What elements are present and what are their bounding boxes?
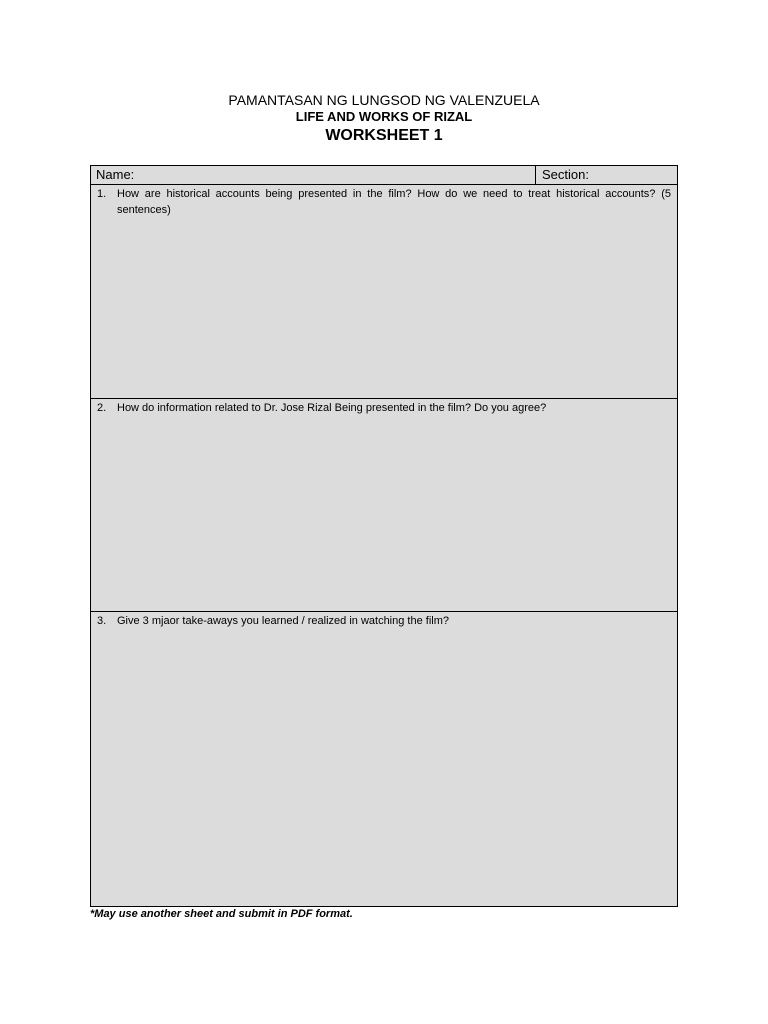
document-header — [0, 92, 768, 146]
question-number: 3. — [97, 615, 107, 627]
section-field[interactable] — [536, 166, 677, 184]
name-field[interactable] — [91, 166, 536, 184]
question-number: 1. — [97, 188, 107, 200]
question-2-answer-area[interactable] — [91, 399, 677, 612]
name-label: Name: — [96, 167, 135, 182]
student-info-row — [91, 166, 677, 185]
question-number: 2. — [97, 402, 107, 414]
question-text: Give 3 mjaor take-aways you learned / realized in watching the film? — [117, 615, 449, 627]
question-1-answer-area[interactable] — [91, 185, 677, 399]
question-text: How do information related to Dr. Jose Rizal Being presented in the film? Do you agree? — [117, 402, 547, 414]
worksheet-table — [90, 165, 678, 907]
question-text: How are historical accounts being presented in the film? How do we need to treat historical accounts? (5 sentences) — [117, 188, 671, 216]
question-3-answer-area[interactable] — [91, 612, 677, 906]
worksheet-title: WORKSHEET 1 — [325, 127, 443, 144]
section-label: Section: — [542, 167, 589, 182]
institution-name: PAMANTASAN NG LUNGSOD NG VALENZUELA — [228, 92, 540, 108]
footnote: *May use another sheet and submit in PDF format. — [90, 908, 353, 920]
course-title: LIFE AND WORKS OF RIZAL — [295, 109, 473, 124]
